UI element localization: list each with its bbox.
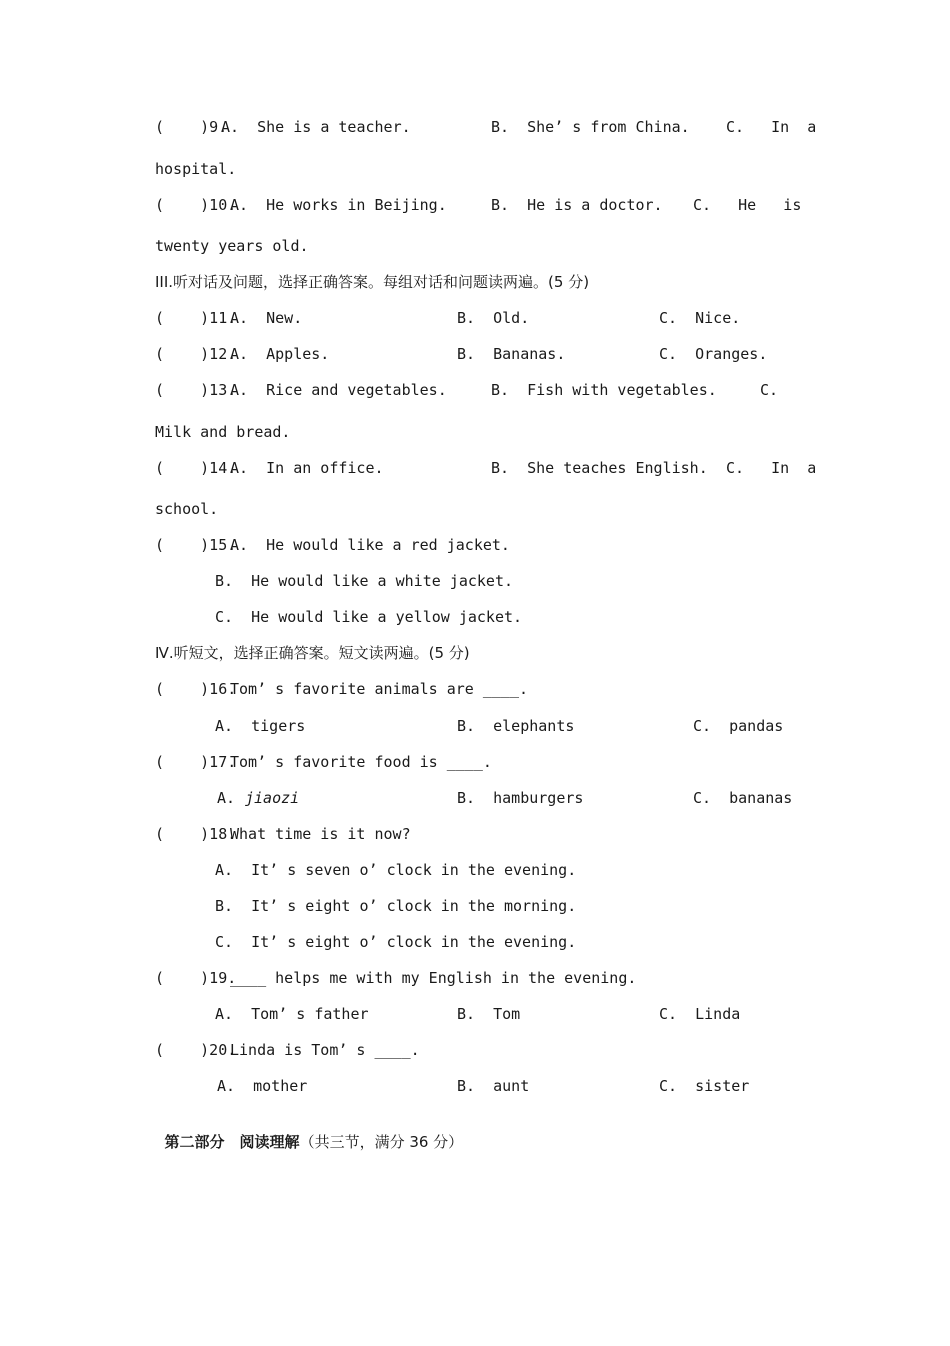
part-2-note: （共三节，满分 36 分） <box>299 1133 464 1151</box>
q18-option-a: A. It’ s seven o’ clock in the evening. <box>215 861 577 879</box>
q10-option-c-continued: twenty years old. <box>155 237 309 255</box>
q15-option-a: A. He would like a red jacket. <box>230 536 510 554</box>
q11-option-a: A. New. <box>230 309 303 327</box>
q14-option-a: A. In an office. <box>230 459 384 477</box>
q13-number: ( )13. <box>155 381 237 399</box>
q12-option-c: C. Oranges. <box>659 345 768 363</box>
q15-option-b: B. He would like a white jacket. <box>215 572 514 590</box>
q14-option-c: C. In a <box>726 459 817 477</box>
q17-stem: Tom’ s favorite food is ____. <box>230 753 492 771</box>
q14-option-b: B. She teaches English. <box>491 459 708 477</box>
q18-number: ( )18. <box>155 825 237 843</box>
q20-option-a: A. mother <box>217 1077 308 1095</box>
q10-option-c: C. He is <box>693 196 802 214</box>
q13-option-c: C. <box>760 381 779 399</box>
q9-option-b: B. She’ s from China. <box>491 118 690 136</box>
q16-option-b: B. elephants <box>457 717 575 735</box>
q9-option-a: A. She is a teacher. <box>221 118 411 136</box>
q12-option-a: A. Apples. <box>230 345 330 363</box>
q18-option-b: B. It’ s eight o’ clock in the morning. <box>215 897 577 915</box>
q14-option-c-continued: school. <box>155 500 219 518</box>
q19-stem: ____ helps me with my English in the evening. <box>230 969 637 987</box>
q13-option-c-continued: Milk and bread. <box>155 423 291 441</box>
part-2-heading <box>155 1112 463 1152</box>
q15-number: ( )15. <box>155 536 237 554</box>
q15-option-c: C. He would like a yellow jacket. <box>215 608 523 626</box>
section-3-heading: III.听对话及问题，选择正确答案。每组对话和问题读两遍。(5 分) <box>155 273 590 291</box>
q16-stem: Tom’ s favorite animals are ____. <box>230 680 529 698</box>
q17-option-a-label: A. <box>217 789 236 807</box>
q13-option-a: A. Rice and vegetables. <box>230 381 447 399</box>
q9-option-c: C. In a <box>726 118 817 136</box>
part-2-title: 第二部分 阅读理解 <box>164 1133 300 1151</box>
q14-number: ( )14. <box>155 459 237 477</box>
q10-option-a: A. He works in Beijing. <box>230 196 447 214</box>
q17-option-c: C. bananas <box>693 789 793 807</box>
q19-number: ( )19. <box>155 969 237 987</box>
section-4-heading: Ⅳ.听短文，选择正确答案。短文读两遍。(5 分) <box>155 644 470 662</box>
q12-option-b: B. Bananas. <box>457 345 566 363</box>
q17-option-b: B. hamburgers <box>457 789 584 807</box>
q19-option-a: A. Tom’ s father <box>215 1005 369 1023</box>
q20-option-b: B. aunt <box>457 1077 530 1095</box>
q11-option-b: B. Old. <box>457 309 530 327</box>
q12-number: ( )12. <box>155 345 237 363</box>
q11-number: ( )11. <box>155 309 237 327</box>
q10-number: ( )10. <box>155 196 237 214</box>
q16-option-a: A. tigers <box>215 717 306 735</box>
q17-option-a-text: jiaozi <box>245 789 300 807</box>
q13-option-b: B. Fish with vegetables. <box>491 381 717 399</box>
q19-option-c: C. Linda <box>659 1005 741 1023</box>
q19-option-b: B. Tom <box>457 1005 521 1023</box>
q18-stem: What time is it now? <box>230 825 411 843</box>
q18-option-c: C. It’ s eight o’ clock in the evening. <box>215 933 577 951</box>
q20-stem: Linda is Tom’ s ____. <box>230 1041 420 1059</box>
q10-option-b: B. He is a doctor. <box>491 196 663 214</box>
q16-number: ( )16. <box>155 680 237 698</box>
q17-number: ( )17. <box>155 753 237 771</box>
q16-option-c: C. pandas <box>693 717 784 735</box>
q11-option-c: C. Nice. <box>659 309 741 327</box>
q9-option-c-continued: hospital. <box>155 160 237 178</box>
q20-option-c: C. sister <box>659 1077 750 1095</box>
q20-number: ( )20. <box>155 1041 237 1059</box>
q9-number: ( )9. <box>155 118 228 136</box>
